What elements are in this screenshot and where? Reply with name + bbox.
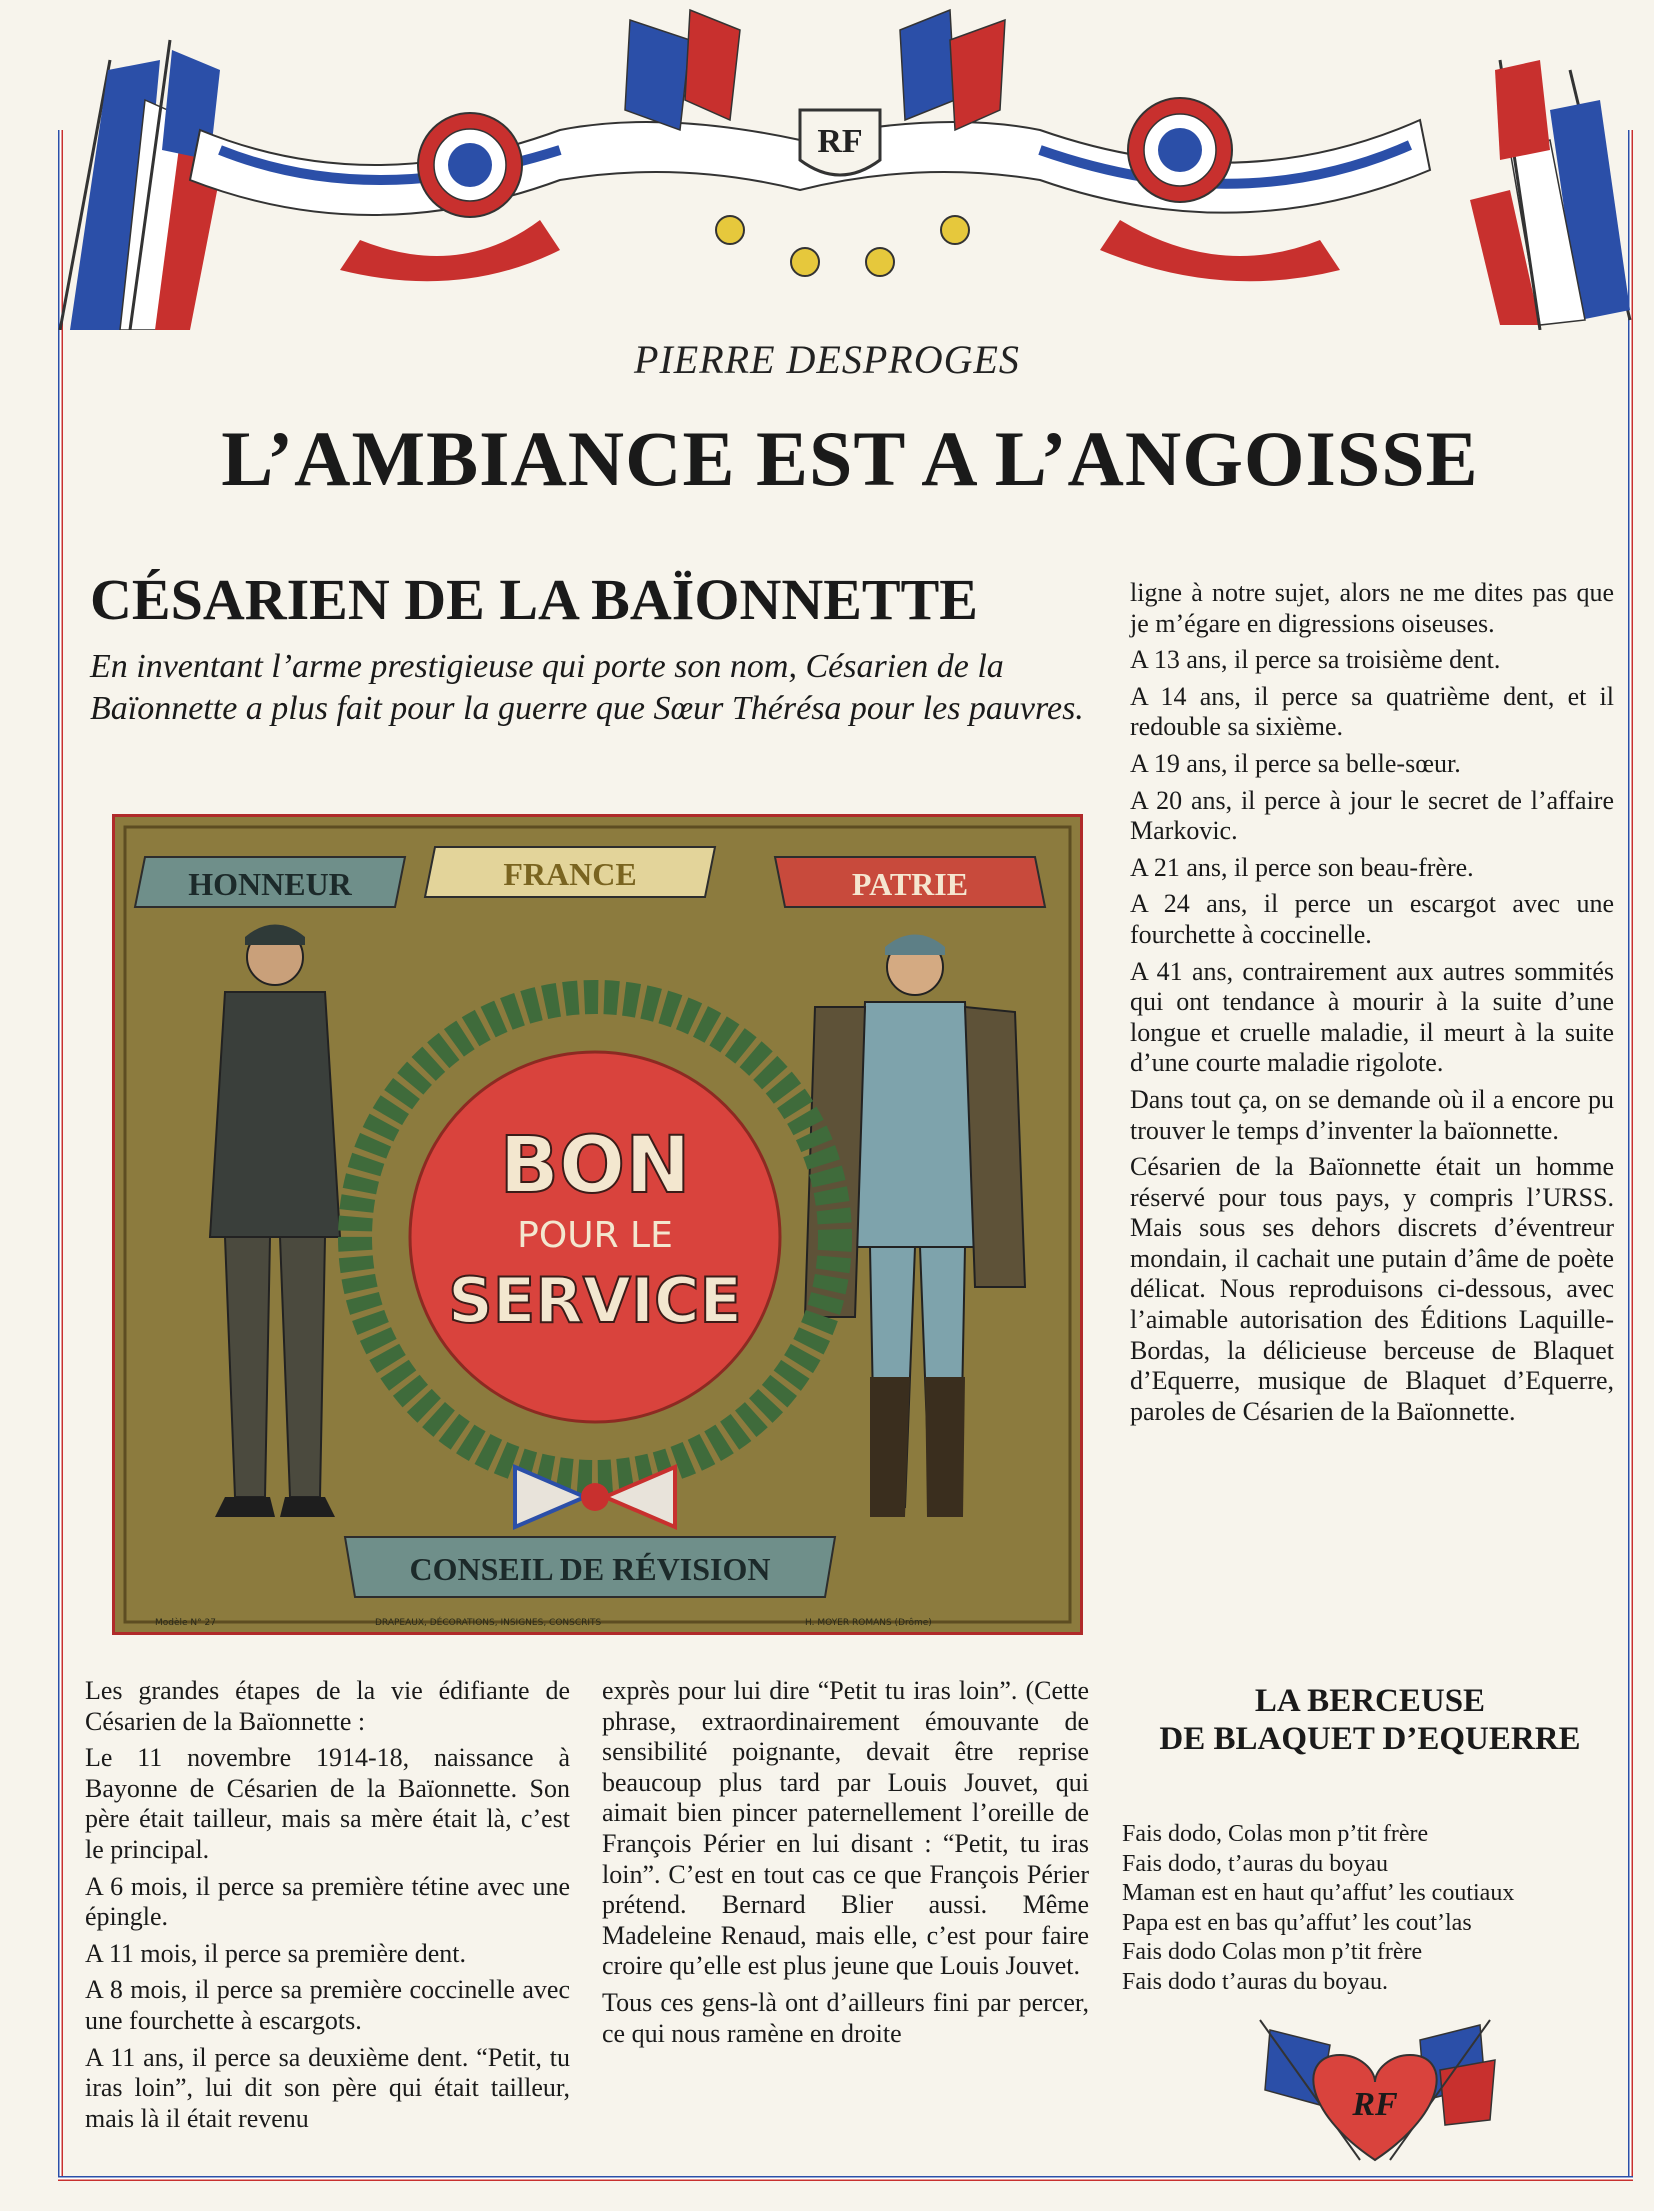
paragraph: A 20 ans, il perce à jour le secret de l’affaire Markovic. xyxy=(1130,785,1614,846)
poster-banner-right: PATRIE xyxy=(851,866,969,902)
intro-paragraph: En inventant l’arme prestigieuse qui porte son nom, Césarien de la Baïonnette a plus fait pour la guerre que Sœur Thérésa pour les pauvres. xyxy=(90,648,1084,727)
left-flags-icon xyxy=(60,40,225,330)
paragraph: Le 11 novembre 1914-18, naissance à Bayonne de Césarien de la Baïonnette. Son père était tailleur, mais sa mère était là, c’est le principal. xyxy=(85,1743,570,1864)
tricolor-border-bottom xyxy=(58,2176,1633,2181)
page-title: L’AMBIANCE EST A L’ANGOISSE xyxy=(221,415,1479,502)
paragraph: A 11 mois, il perce sa première dent. xyxy=(85,1938,466,1968)
bottom-text-column-2 xyxy=(602,1676,1089,2055)
flag-banner-illustration xyxy=(40,0,1640,330)
paragraph: Les grandes étapes de la vie édifiante de Césarien de la Baïonnette : xyxy=(85,1676,570,1736)
paragraph: Dans tout ça, on se demande où il a encore pu trouver le temps d’inventer la baïonnette. xyxy=(1130,1084,1614,1145)
poster-circle-line2: POUR LE xyxy=(517,1215,673,1256)
paragraph: Tous ces gens-là ont d’ailleurs fini par percer, ce qui nous ramène en droite xyxy=(602,1987,1089,2048)
poster-fine-right: H. MOYER ROMANS (Drôme) xyxy=(805,1618,932,1628)
lyric-line: Fais dodo Colas mon p’tit frère xyxy=(1122,1939,1423,1965)
berceuse-title-line1: LA BERCEUSE xyxy=(1254,1683,1486,1719)
lyric-line: Fais dodo, Colas mon p’tit frère xyxy=(1122,1821,1429,1847)
lyric-line: Fais dodo t’auras du boyau. xyxy=(1122,1968,1388,1995)
paragraph: A 19 ans, il perce sa belle-sœur. xyxy=(1130,748,1461,778)
paragraph: A 14 ans, il perce sa quatrième dent, et il redouble sa sixième. xyxy=(1130,681,1614,742)
right-cockade-icon xyxy=(1128,98,1232,202)
berceuse-title-line2: DE BLAQUET D’EQUERRE xyxy=(1159,1721,1581,1757)
rf-shield-icon xyxy=(800,110,880,175)
paragraph: A 8 mois, il perce sa première coccinelle avec une fourchette à escargots. xyxy=(85,1975,570,2035)
bottom-text-column-1 xyxy=(85,1676,570,2140)
right-text-column xyxy=(1130,578,1614,1433)
paragraph: A 41 ans, contrairement aux autres sommités qui ont tendance à mourir à la suite d’une longue et cruelle maladie, il meurt à la suite d’une courte maladie rigolote. xyxy=(1130,956,1614,1078)
gold-pendants-icon xyxy=(716,216,969,276)
paragraph: A 21 ans, il perce son beau-frère. xyxy=(1130,852,1474,882)
rf-heart-emblem-icon xyxy=(1240,2010,1510,2170)
lyric-line: Papa est en bas qu’affut’ les cout’las xyxy=(1122,1909,1472,1936)
berceuse-title xyxy=(1110,1682,1630,1758)
poster-banner-left: HONNEUR xyxy=(188,866,352,902)
poster-illustration xyxy=(112,814,1083,1635)
lyric-line: Maman est en haut qu’affut’ les coutiaux xyxy=(1122,1880,1515,1906)
tricolor-border-left xyxy=(58,130,63,2180)
left-cockade-icon xyxy=(418,113,522,217)
paragraph: A 6 mois, il perce sa première tétine avec une épingle. xyxy=(85,1871,570,1932)
lyric-line: Fais dodo, t’auras du boyau xyxy=(1122,1850,1388,1877)
right-flags-icon xyxy=(1470,60,1630,330)
emblem-monogram: RF xyxy=(1352,2086,1398,2123)
paragraph: A 24 ans, il perce un escargot avec une fourchette à coccinelle. xyxy=(1130,889,1614,949)
poster-fine-center: DRAPEAUX, DÉCORATIONS, INSIGNES, CONSCRITS xyxy=(375,1618,602,1628)
poster-bottom-banner: CONSEIL DE RÉVISION xyxy=(409,1551,771,1587)
poster-fine-left: Modèle N° 27 xyxy=(155,1618,216,1628)
paragraph: A 13 ans, il perce sa troisième dent. xyxy=(1130,645,1501,675)
paragraph: Césarien de la Baïonnette était un homme réservé pour tous pays, y compris l’URSS. Mais sous ses dehors discrets d’éventreur mondain, il cachait une putain d’âme de poète délicat. Nous reproduisons ci-dessous, avec l’aimable autorisation des Éditions Laquille-Bordas, la délicieuse berceuse de Blaquet d’Equerre, musique de Blaquet d’Equerre, paroles de Césarien de la Baïonnette. xyxy=(1130,1152,1614,1426)
section-title: CÉSARIEN DE LA BAÏONNETTE xyxy=(90,567,978,632)
rf-shield-monogram: RF xyxy=(817,123,863,160)
paragraph: ligne à notre sujet, alors ne me dites pas que je m’égare en digressions oiseuses. xyxy=(1130,578,1614,638)
poster-artwork xyxy=(115,817,1080,1632)
poster-circle-line3: SERVICE xyxy=(448,1264,742,1337)
berceuse-lyrics xyxy=(1122,1820,1632,1997)
poster-banner-center: FRANCE xyxy=(503,856,637,892)
paragraph: exprès pour lui dire “Petit tu iras loin”. (Cette phrase, extraordinairement émouvante de sensibilité poignante, devait être reprise beaucoup plus tard par Louis Jouvet, qui aimait bien pincer paternellement l’oreille de François Périer en lui disant : “Petit, tu iras loin”. C’est en tout cas ce que François Périer prétend. Bernard Blier aussi. Même Madeleine Renaud, mais elle, c’est pour faire croire qu’elle est plus jeune que Louis Jouvet. xyxy=(602,1676,1089,1981)
author-name: PIERRE DESPROGES xyxy=(634,337,1020,382)
poster-circle-line1: BON xyxy=(499,1121,691,1211)
paragraph: A 11 ans, il perce sa deuxième dent. “Petit, tu iras loin”, lui dit son père qui était tailleur, mais là il était revenu xyxy=(85,2042,570,2133)
